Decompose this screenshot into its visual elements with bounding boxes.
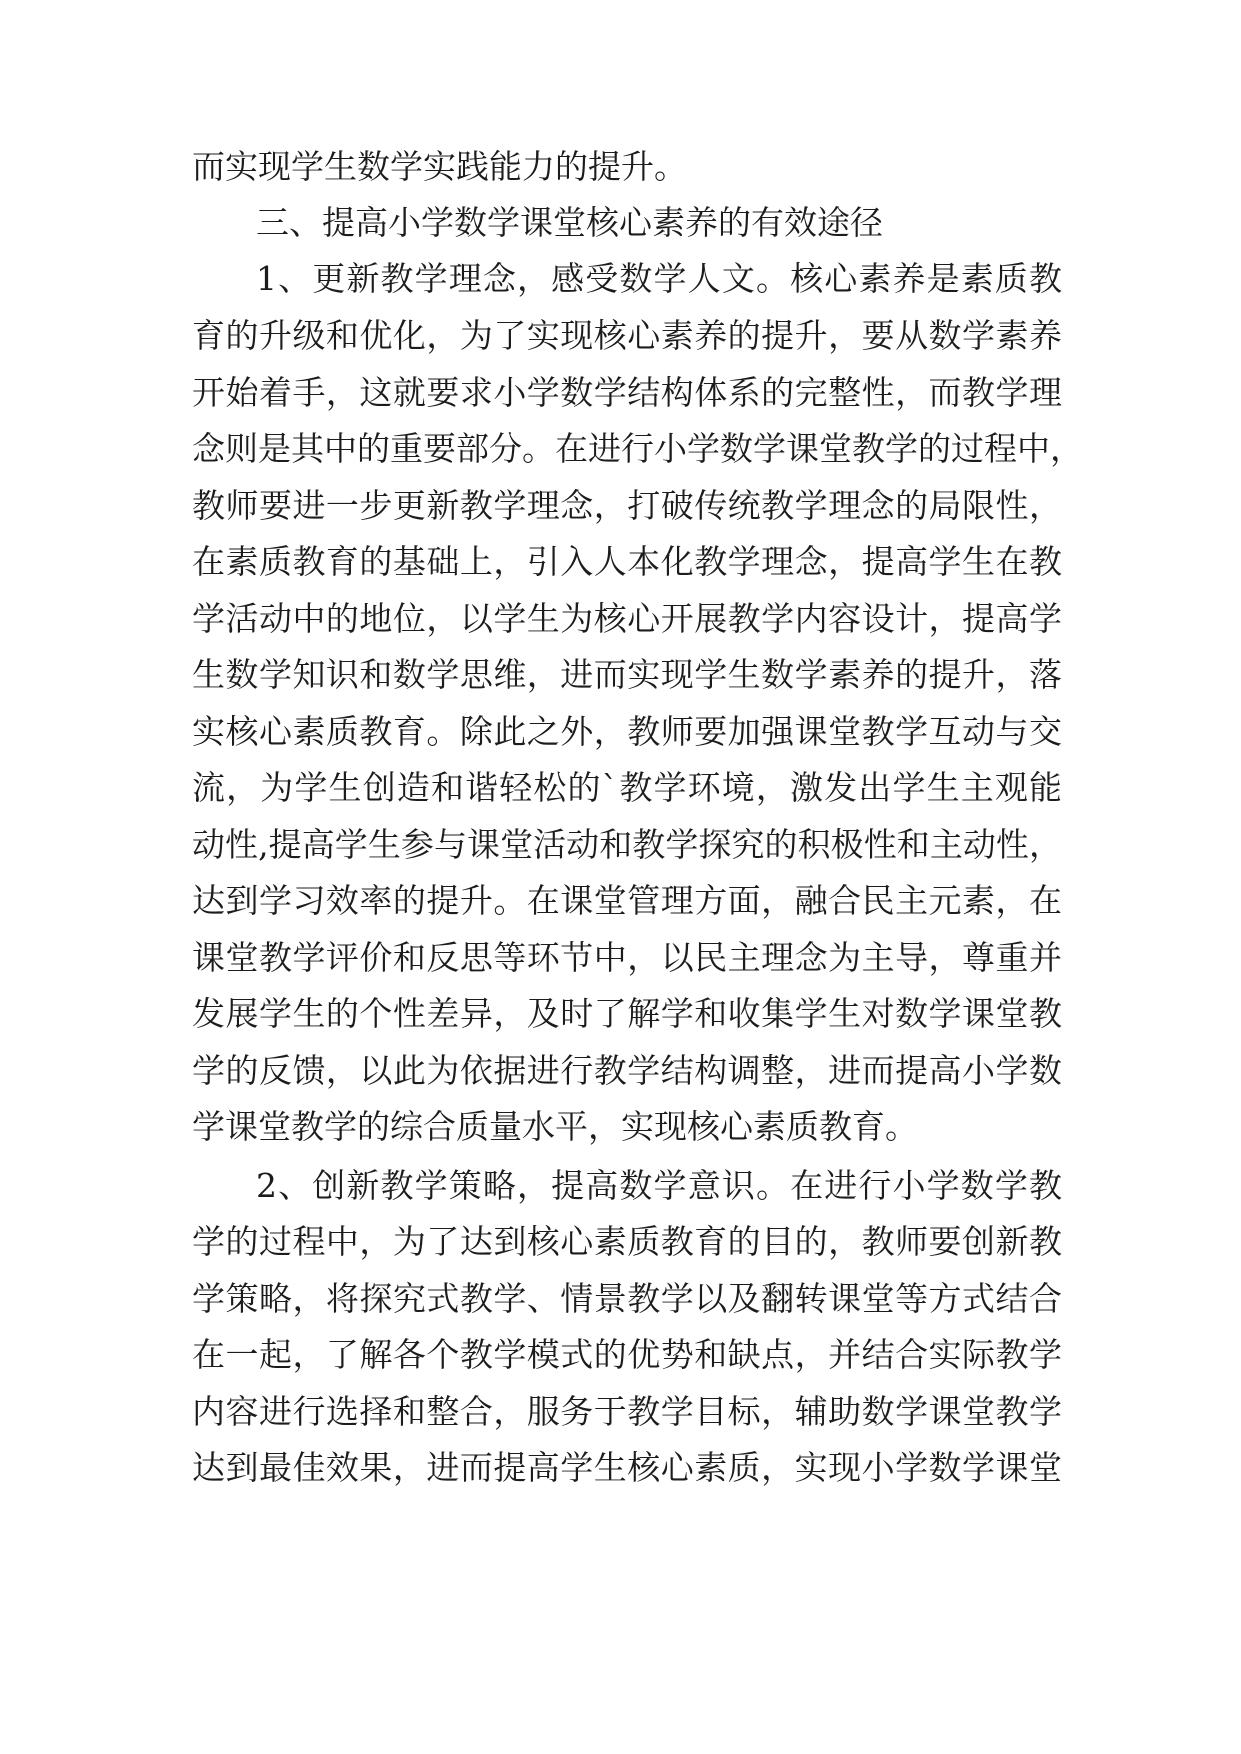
text-line: 2、创新教学策略，提高数学意识。在进行小学数学教 (256, 1166, 1062, 1205)
text-line: 学策略，将探究式教学、情景教学以及翻转课堂等方式结合 (192, 1279, 1062, 1318)
text-line: 达到学习效率的提升。在课堂管理方面，融合民主元素，在 (192, 881, 1062, 920)
text-line: 课堂教学评价和反思等环节中，以民主理念为主导，尊重并 (192, 938, 1062, 977)
text-line: 1、更新教学理念，感受数学人文。核心素养是素质教 (256, 259, 1062, 298)
text-line: 内容进行选择和整合，服务于教学目标，辅助数学课堂教学 (192, 1392, 1062, 1431)
text-line: 动性,提高学生参与课堂活动和教学探究的积极性和主动性， (192, 825, 1062, 864)
text-line: 实核心素质教育。除此之外，教师要加强课堂教学互动与交 (192, 712, 1062, 751)
text-line: 育的升级和优化，为了实现核心素养的提升，要从数学素养 (192, 316, 1062, 355)
text-line: 念则是其中的重要部分。在进行小学数学课堂教学的过程中， (192, 429, 1083, 468)
text-line: 达到最佳效果，进而提高学生核心素质，实现小学数学课堂 (192, 1448, 1062, 1487)
text-line: 流，为学生创造和谐轻松的`教学环境，激发出学生主观能 (192, 768, 1062, 807)
text-line: 学的反馈，以此为依据进行教学结构调整，进而提高小学数 (192, 1051, 1062, 1090)
text-line: 发展学生的个性差异，及时了解学和收集学生对数学课堂教 (192, 994, 1062, 1033)
text-line: 在素质教育的基础上，引入人本化教学理念，提高学生在教 (192, 542, 1062, 581)
text-line: 教师要进一步更新教学理念，打破传统教学理念的局限性， (192, 486, 1062, 525)
text-line: 生数学知识和数学思维，进而实现学生数学素养的提升，落 (192, 655, 1062, 694)
text-line: 学的过程中，为了达到核心素质教育的目的，教师要创新教 (192, 1222, 1062, 1261)
text-line: 在一起，了解各个教学模式的优势和缺点，并结合实际教学 (192, 1335, 1062, 1374)
text-line: 而实现学生数学实践能力的提升。 (192, 147, 687, 186)
section-heading: 三、提高小学数学课堂核心素养的有效途径 (256, 203, 883, 242)
text-line: 学活动中的地位，以学生为核心开展教学内容设计，提高学 (192, 599, 1062, 638)
text-line: 学课堂教学的综合质量水平，实现核心素质教育。 (192, 1107, 918, 1146)
text-line: 开始着手，这就要求小学数学结构体系的完整性，而教学理 (192, 373, 1062, 412)
